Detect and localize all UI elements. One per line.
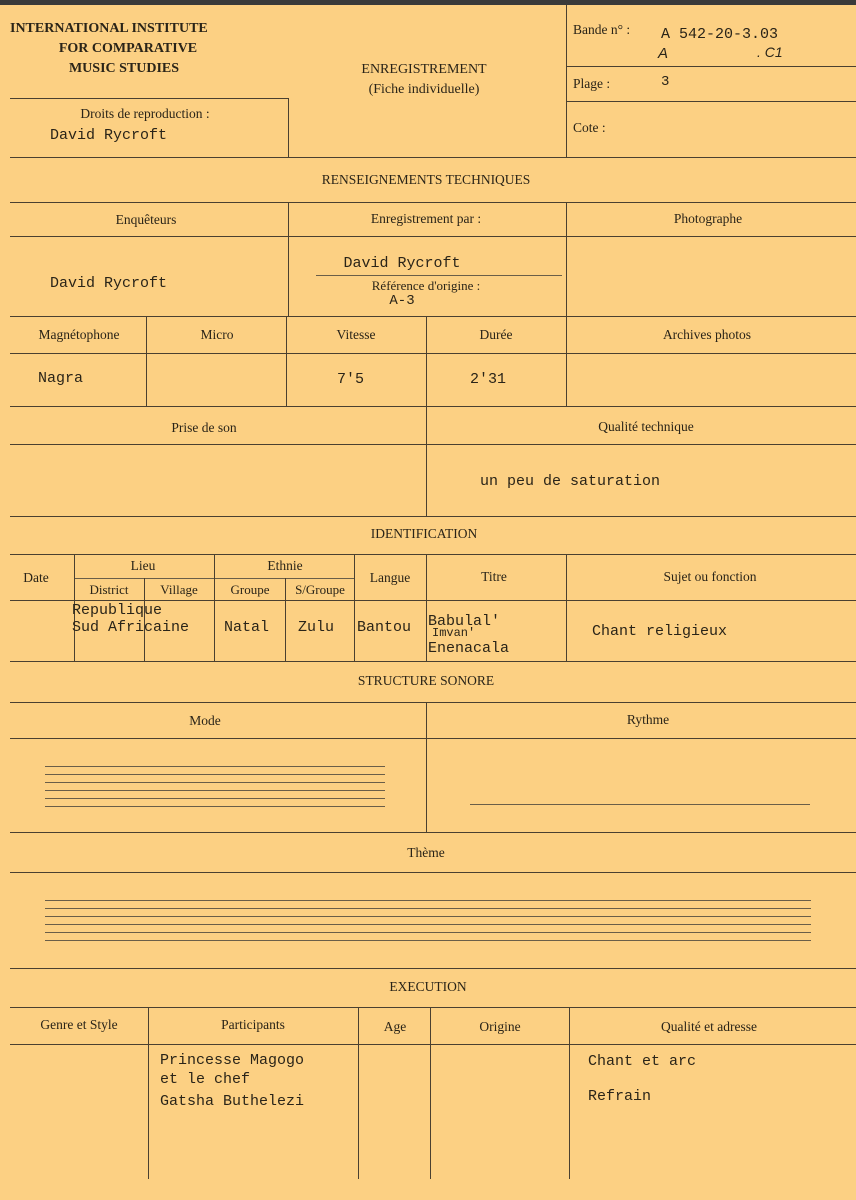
sujet-label: Sujet ou fonction: [663, 569, 757, 584]
micro-label: Micro: [200, 327, 234, 342]
theme-line-1: [45, 900, 811, 901]
tech-row1-line: [10, 236, 856, 237]
execution-header-line: [10, 1007, 856, 1008]
groupe-value: Natal: [224, 619, 270, 636]
tech-header-line: [10, 202, 856, 203]
lieu-label: Lieu: [130, 558, 156, 573]
magneto-value: Nagra: [38, 370, 84, 387]
archives-label: Archives photos: [662, 327, 752, 342]
photographe-label: Photographe: [673, 211, 743, 226]
execution-header: EXECUTION: [389, 979, 467, 994]
theme-line-2: [45, 908, 811, 909]
qualite-adresse-value-1: Chant et arc: [588, 1053, 697, 1070]
village-label: Village: [160, 582, 198, 597]
sgroupe-value: Zulu: [298, 619, 335, 636]
titre-value-3: Enenacala: [428, 640, 510, 657]
theme-line-4: [45, 924, 811, 925]
theme-line-3: [45, 916, 811, 917]
enqueteurs-label: Enquêteurs: [115, 212, 177, 227]
titre-value-2: Imvan': [432, 626, 476, 640]
droits-label: Droits de reproduction :: [80, 106, 210, 121]
tech-col1-line: [288, 202, 289, 316]
participants-value-2: et le chef: [160, 1071, 251, 1088]
mode-header-line: [10, 738, 856, 739]
tech-row3-line: [10, 353, 856, 354]
form-subtitle: (Fiche individuelle): [368, 82, 480, 97]
bande-value: A 542-20-3.03: [661, 26, 779, 43]
participants-value-3: Gatsha Buthelezi: [160, 1093, 305, 1110]
mode-divider: [426, 702, 427, 832]
theme-header-line: [10, 872, 856, 873]
ident-col-groupe: [285, 578, 286, 661]
tech-row2-line: [10, 316, 856, 317]
exec-col-genre: [148, 1007, 149, 1179]
header-bottom-line: [10, 157, 856, 158]
mode-line-5: [45, 798, 385, 799]
lieu-value-2: Sud Africaine: [72, 619, 190, 636]
enreg-label: Enregistrement par :: [370, 211, 482, 226]
titre-label: Titre: [481, 569, 507, 584]
mode-line-4: [45, 790, 385, 791]
structure-header: STRUCTURE SONORE: [357, 673, 495, 688]
top-border: [0, 0, 856, 5]
sgroupe-label: S/Groupe: [295, 582, 345, 597]
ident-col-village: [214, 554, 215, 661]
tech-header: RENSEIGNEMENTS TECHNIQUES: [321, 172, 531, 187]
mode-label: Mode: [189, 713, 221, 728]
theme-bottom-line: [10, 968, 856, 969]
sujet-value: Chant religieux: [592, 623, 728, 640]
tech-bottom-line: [10, 516, 856, 517]
qualite-tech-label: Qualité technique: [598, 419, 694, 434]
bande-label: Bande n° :: [573, 22, 631, 37]
tech-col-d: [566, 316, 567, 406]
prise-divider: [426, 406, 427, 516]
rythme-line: [470, 804, 810, 805]
droits-right-line: [288, 98, 289, 157]
droits-top-line: [10, 98, 288, 99]
form-title: ENREGISTREMENT: [361, 62, 487, 77]
date-label: Date: [23, 570, 49, 585]
plage-underline: [566, 101, 856, 102]
tech-col-b: [286, 316, 287, 406]
tech-row4-line: [10, 406, 856, 407]
institute-line-2: FOR COMPARATIVE: [58, 41, 198, 56]
vitesse-label: Vitesse: [336, 327, 376, 342]
mode-bottom-line: [10, 832, 856, 833]
langue-label: Langue: [369, 570, 411, 585]
origine-label: Origine: [479, 1019, 521, 1034]
age-label: Age: [383, 1019, 407, 1034]
mode-line-1: [45, 766, 385, 767]
ethnie-label: Ethnie: [267, 558, 303, 573]
lieu-value-1: Republique: [72, 602, 163, 619]
mode-line-3: [45, 782, 385, 783]
tech-col-a: [146, 316, 147, 406]
institute-line-1: INTERNATIONAL INSTITUTE: [10, 21, 208, 36]
bande-underline: [566, 66, 856, 67]
ident-header-line: [10, 554, 856, 555]
qualite-tech-value: un peu de saturation: [480, 473, 661, 490]
qualite-adresse-label: Qualité et adresse: [661, 1019, 757, 1034]
exec-col-age: [430, 1007, 431, 1179]
genre-label: Genre et Style: [40, 1017, 118, 1032]
tech-col-c: [426, 316, 427, 406]
ident-row-line: [10, 600, 856, 601]
plage-value: 3: [661, 74, 670, 90]
structure-header-line: [10, 702, 856, 703]
ident-bottom-line: [10, 661, 856, 662]
duree-label: Durée: [479, 327, 513, 342]
enreg-value: David Rycroft: [343, 255, 461, 272]
theme-line-6: [45, 940, 811, 941]
mode-line-2: [45, 774, 385, 775]
ident-header: IDENTIFICATION: [370, 526, 478, 541]
ref-value: A-3: [389, 293, 415, 309]
cote-label: Cote :: [573, 120, 606, 135]
magneto-label: Magnétophone: [38, 327, 120, 342]
theme-label: Thème: [407, 845, 445, 860]
qualite-adresse-value-2: Refrain: [588, 1088, 652, 1105]
groupe-label: Groupe: [230, 582, 270, 597]
district-label: District: [89, 582, 129, 597]
header-divider: [566, 5, 567, 157]
mode-line-6: [45, 806, 385, 807]
langue-value: Bantou: [357, 619, 412, 636]
ident-col-langue: [426, 554, 427, 661]
enreg-underline: [316, 275, 562, 276]
bande-hand-c: . C1: [757, 44, 783, 60]
enqueteurs-value: David Rycroft: [50, 275, 168, 292]
exec-col-origine: [569, 1007, 570, 1179]
rythme-label: Rythme: [626, 712, 670, 727]
tech-col2-line: [566, 202, 567, 316]
prise-header-line: [10, 444, 856, 445]
execution-row-line: [10, 1044, 856, 1045]
ident-col-sgroupe: [354, 554, 355, 661]
plage-label: Plage :: [573, 76, 611, 91]
ident-col-titre: [566, 554, 567, 661]
bande-hand-a: A: [658, 45, 669, 62]
participants-value-1: Princesse Magogo: [160, 1052, 305, 1069]
prise-label: Prise de son: [171, 420, 237, 435]
duree-value: 2'31: [470, 371, 507, 388]
ref-label: Référence d'origine :: [371, 278, 481, 293]
vitesse-value: 7'5: [337, 371, 365, 388]
droits-value: David Rycroft: [50, 127, 168, 144]
theme-line-5: [45, 932, 811, 933]
exec-col-participants: [358, 1007, 359, 1179]
institute-line-3: MUSIC STUDIES: [68, 61, 180, 76]
participants-label: Participants: [221, 1017, 285, 1032]
titre-value-1: Babulal': [428, 613, 501, 630]
